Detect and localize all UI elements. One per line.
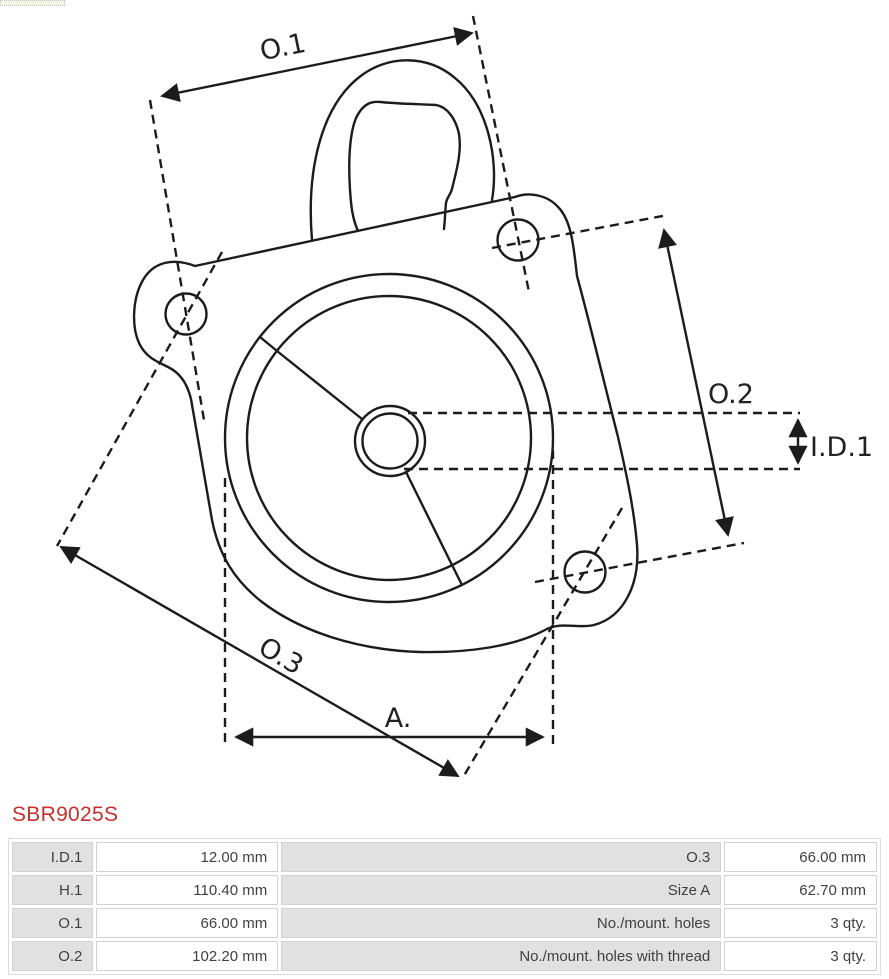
spec-key-cell: H.1 bbox=[12, 875, 93, 905]
spec-key-cell: I.D.1 bbox=[12, 842, 93, 872]
sector-line-upper bbox=[260, 337, 362, 419]
shaft-bore-outer-circle bbox=[355, 406, 425, 476]
spec-key-cell: O.2 bbox=[12, 941, 93, 971]
part-number-title: SBR9025S bbox=[12, 803, 119, 826]
spec-table-row bbox=[12, 941, 877, 971]
spec-value-cell: 12.00 mm bbox=[96, 842, 278, 872]
spec-table-row bbox=[12, 842, 877, 872]
sector-line-lower bbox=[406, 472, 462, 585]
spec-value-cell: 66.00 mm bbox=[96, 908, 278, 938]
spec-value-cell: 62.70 mm bbox=[724, 875, 877, 905]
spec-key-cell: Size A bbox=[281, 875, 721, 905]
inner-flange-circle bbox=[247, 296, 531, 580]
dim-label-o2: O.2 bbox=[708, 379, 754, 410]
outer-flange-circle bbox=[225, 274, 553, 602]
centerline-bottom-right-hole-steep bbox=[462, 508, 622, 779]
spec-value-cell: 66.00 mm bbox=[724, 842, 877, 872]
shaft-bore-inner-circle bbox=[363, 414, 418, 469]
spec-table-body bbox=[12, 842, 877, 971]
spec-table-row bbox=[12, 875, 877, 905]
dim-label-id1: I.D.1 bbox=[810, 432, 874, 463]
dim-label-a: A. bbox=[384, 703, 412, 734]
spec-key-cell: No./mount. holes bbox=[281, 908, 721, 938]
dim-label-o1: O.1 bbox=[257, 27, 309, 68]
spec-value-cell: 3 qty. bbox=[724, 908, 877, 938]
lever-housing-arch-outline bbox=[311, 60, 494, 240]
spec-key-cell: O.1 bbox=[12, 908, 93, 938]
spec-table-row bbox=[12, 908, 877, 938]
dim-label-o3: O.3 bbox=[253, 631, 309, 682]
centerline-left-hole-diagonal bbox=[57, 252, 222, 546]
spec-key-cell: O.3 bbox=[281, 842, 721, 872]
cover-plate-outline bbox=[134, 195, 637, 653]
spec-key-cell: No./mount. holes with thread bbox=[281, 941, 721, 971]
dim-arrow-o1 bbox=[162, 33, 472, 96]
spec-value-cell: 110.40 mm bbox=[96, 875, 278, 905]
spec-value-cell: 102.20 mm bbox=[96, 941, 278, 971]
spec-value-cell: 3 qty. bbox=[724, 941, 877, 971]
spec-table bbox=[8, 838, 881, 975]
